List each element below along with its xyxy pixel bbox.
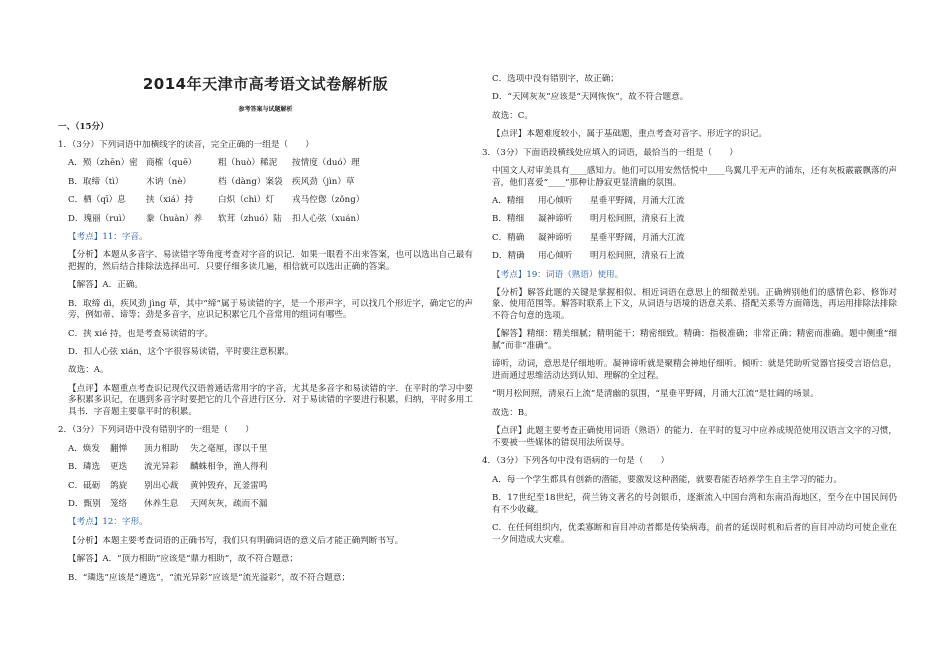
q3-option-d: D．精确 用心倾听 明月松间照，清泉石上流	[492, 251, 685, 262]
q1-option-b: B．取缔（tì） 木讷（nè） 档（dàng）案袋 疾风劲（jìn）草	[68, 176, 355, 187]
q3-jieda-2: 谛听，动词，意思是仔细地听。凝神谛听就是聚精会神地仔细听。倾听：就是凭助听觉器官接受言语信息，进而通过思维活动达到认知、理解的全过程。	[492, 359, 897, 382]
section-heading: 一、（15分）	[58, 122, 109, 133]
q2-option-c: C．砥砺 鸽旋 别出心裁 黄钟毁弃，瓦釜雷鸣	[68, 480, 268, 491]
q2-d-explanation: D．“天网灰灰”应该是“天网恢恢”，故不符合题意。	[492, 92, 689, 103]
q1-stem: 1．（3分）下列词语中加横线字的读音，完全正确的一组是（ ）	[58, 139, 314, 150]
q1-c-explanation: C．挟 xié 持，也是考查易读错的字。	[68, 328, 214, 339]
q4-option-a: A．每一个学生都具有创新的潜能，要激发这种潜能，就要看能否培养学生自主学习的能力。	[492, 474, 842, 485]
q4-option-b: B．17世纪至18世纪，荷兰铸文著名的号剑银币，逐渐流入中国台湾和东南沿海地区，至今在中国民间仍有不少收藏。	[492, 492, 897, 515]
q1-jieda: 【解答】A．正确。	[68, 280, 143, 291]
left-column	[58, 0, 473, 591]
q3-jieda: 【解答】精细：精美细腻；精明能干；精密细致。精确：指极准确；非常正确；精密而准确。题中侧重“细腻”而非“准确”。	[492, 329, 897, 352]
q3-passage: 中国文人对审美具有____感知力。他们可以用安然恬悦中____鸟翼几乎无声的浦东，还有灰板霰霰飘落的声音，他们喜爱“____”那种让静寂更显清幽的氛围。	[492, 165, 897, 188]
q3-kaodian: 【考点】19：词语（熟语）使用。	[492, 269, 624, 280]
q3-option-a: A．精细 用心倾听 星垂平野阔，月涌大江流	[492, 195, 685, 206]
q3-answer: 故选：B。	[492, 407, 533, 418]
q1-dianping: 【点评】本题重点考查识记现代汉语普通话常用字的字音，尤其是多音字和易读错的字．在平时的学习中要多积累多识记，在遇到多音字时要把它的几个音进行区分．对于易读错的字要进行积累，归纳，平时多用工具书．字音题主要靠平时的积累。	[68, 383, 473, 417]
right-column	[482, 74, 897, 553]
q3-dianping: 【点评】此题主要考查正确使用词语（熟语）的能力．在平时的复习中应养成规范使用汉语言文字的习惯，不要被一些媒体的错误用法所误导。	[492, 426, 897, 448]
q1-option-a: A．殒（zhēn）密 商榷（quē） 粗（huò）稀泥 按情度（duó）理	[68, 158, 360, 169]
q2-jieda: 【解答】A．“顶力相助”应该是“鼎力相助”，故不符合题意；	[68, 554, 299, 565]
q2-option-a: A．焕发 翻惮 顶力相助 失之毫厘，谬以千里	[68, 443, 268, 454]
q4-stem: 4．（3分）下列各句中没有语病的一句是（ ）	[482, 456, 670, 467]
doc-subtitle: 参考答案与试题解析	[238, 106, 293, 114]
q2-kaodian: 【考点】12：字形。	[68, 517, 148, 528]
q2-fenxi: 【分析】本题主要考查词语的正确书写，我们只有明确词语的意义后才能正确判断书写。	[68, 535, 404, 546]
q3-option-c: C．精确 凝神谛听 星垂平野阔，月涌大江流	[492, 232, 685, 243]
q4-option-c: C．在任何组织内，优柔寡断和盲目冲动者都是传染病毒，前者的延误时机和后者的盲目冲动均可使企业在一夕间造成大灾难。	[492, 522, 897, 545]
q1-option-c: C．栖（qī）息 挟（xiá）持 白炽（chì）灯 戎马倥偬（zǒng）	[68, 195, 365, 206]
q2-b-explanation: B．“璘选”应该是“遴选”，“流光异彩”应该是“流光溢彩”，故不符合题意；	[68, 572, 351, 583]
q2-answer: 故选：C。	[492, 110, 533, 121]
q1-kaodian: 【考点】11：字音。	[68, 231, 148, 242]
q1-fenxi: 【分析】本题从多音字、易读错字等角度考查对字音的识记．如果一眼看不出来答案，也可以选出自己最有把握的，然后结合排除法选择出可．只要仔细多读几遍，相信就可以选出正确的答案。	[68, 250, 473, 272]
doc-title: 2014年天津市高考语文试卷解析版	[142, 75, 389, 93]
q2-c-explanation: C．选项中没有错别字，故正确；	[492, 74, 619, 84]
q1-b-explanation: B．取缔 dì，疾风劲 jìng 草，其中“缔”属于易读错的字，是一个形声字，可以找几个形近字，确定它的声旁，例如蒂、谛等；劲是多音字，应识记积累它几个音常用的组词有哪些。	[68, 298, 473, 321]
q1-d-explanation: D．扣人心弦 xián，这个字很容易读错，平时要注意积累。	[68, 347, 294, 358]
q2-option-b: B．璘选 更迭 流光异彩 麟蛛相争，渔人得利	[68, 462, 268, 473]
q3-fenxi: 【分析】解答此题的关键是掌握相似、相近词语在意思上的细微差别。正确辨别他们的感情色彩、修饰对象、使用范围等。解答时联系上下文，从词语与语境的语意关系、搭配关系等方面筛选，再运用排除法排除不符合句意的选项。	[492, 287, 897, 322]
q3-stem: 3．（3分）下面语段横线处应填入的词语，最恰当的一组是（ ）	[482, 147, 738, 158]
q2-dianping: 【点评】本题难度较小，属于基础题，重点考查对音字、形近字的识记。	[492, 129, 768, 140]
q1-option-d: D．瑰丽（ruì） 豢（huàn）养 软茸（zhuó）陆 扣人心弦（xuán）	[68, 213, 365, 224]
q2-option-d: D．甄别 笼络 休养生息 天网灰灰，疏而不漏	[68, 498, 268, 509]
q3-option-b: B．精细 凝神谛听 明月松间照，清泉石上流	[492, 214, 685, 225]
q1-answer: 故选：A。	[68, 365, 109, 376]
q2-stem: 2．（3分）下列词语中没有错别字的一组是（ ）	[58, 425, 254, 436]
q3-jieda-3: “明月松间照，清泉石上流”是清幽的氛围，“星垂平野阔，月涌大江流”是壮阔的场景。	[492, 389, 819, 400]
